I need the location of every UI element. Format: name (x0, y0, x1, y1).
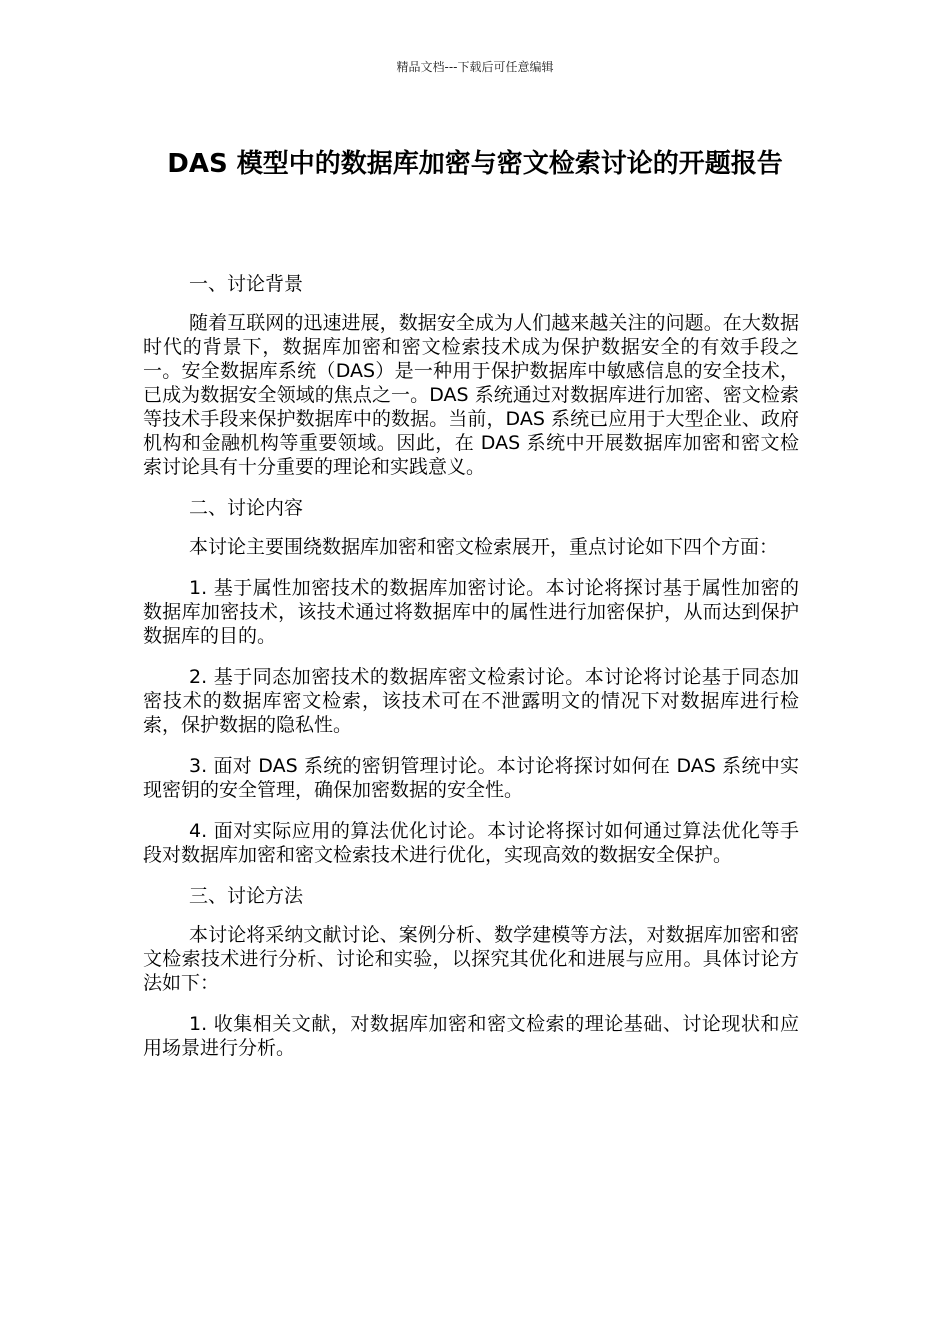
list-item: 1. 收集相关文献，对数据库加密和密文检索的理论基础、讨论现状和应用场景进行分析。 (143, 1013, 799, 1059)
header-note: 精品文档---下载后可任意编辑 (396, 60, 554, 74)
list-item: 3. 面对 DAS 系统的密钥管理讨论。本讨论将探讨如何在 DAS 系统中实现密钥的安全管理，确保加密数据的安全性。 (143, 755, 799, 801)
list-item: 4. 面对实际应用的算法优化讨论。本讨论将探讨如何通过算法优化等手段对数据库加密和密文检索技术进行优化，实现高效的数据安全保护。 (143, 820, 799, 866)
section-heading: 三、讨论方法 (189, 885, 304, 907)
section-heading: 二、讨论内容 (189, 497, 304, 519)
body-paragraph: 本讨论主要围绕数据库加密和密文检索展开，重点讨论如下四个方面： (189, 536, 779, 558)
list-item: 1. 基于属性加密技术的数据库加密讨论。本讨论将探讨基于属性加密的数据库加密技术，该技术通过将数据库中的属性进行加密保护，从而达到保护数据库的目的。 (143, 577, 799, 647)
section-heading: 一、讨论背景 (189, 273, 304, 295)
body-paragraph: 随着互联网的迅速进展，数据安全成为人们越来越关注的问题。在大数据时代的背景下，数据库加密和密文检索技术成为保护数据安全的有效手段之一。安全数据库系统（DAS）是一种用于保护数据库中敏感信息的安全技术，已成为数据安全领域的焦点之一。DAS 系统通过对数据库进行加密、密文检索等技术手段来保护数据库中的数据。当前，DAS 系统已应用于大型企业、政府机构和金融机构等重要领域。因此，在 DAS 系统中开展数据库加密和密文检索讨论具有十分重要的理论和实践意义。 (143, 312, 799, 478)
document-title: DAS 模型中的数据库加密与密文检索讨论的开题报告 (167, 149, 783, 179)
list-item: 2. 基于同态加密技术的数据库密文检索讨论。本讨论将讨论基于同态加密技术的数据库密文检索，该技术可在不泄露明文的情况下对数据库进行检索，保护数据的隐私性。 (143, 666, 799, 736)
document-body (143, 272, 799, 1077)
body-paragraph: 本讨论将采纳文献讨论、案例分析、数学建模等方法，对数据库加密和密文检索技术进行分析、讨论和实验，以探究其优化和进展与应用。具体讨论方法如下： (143, 924, 799, 994)
